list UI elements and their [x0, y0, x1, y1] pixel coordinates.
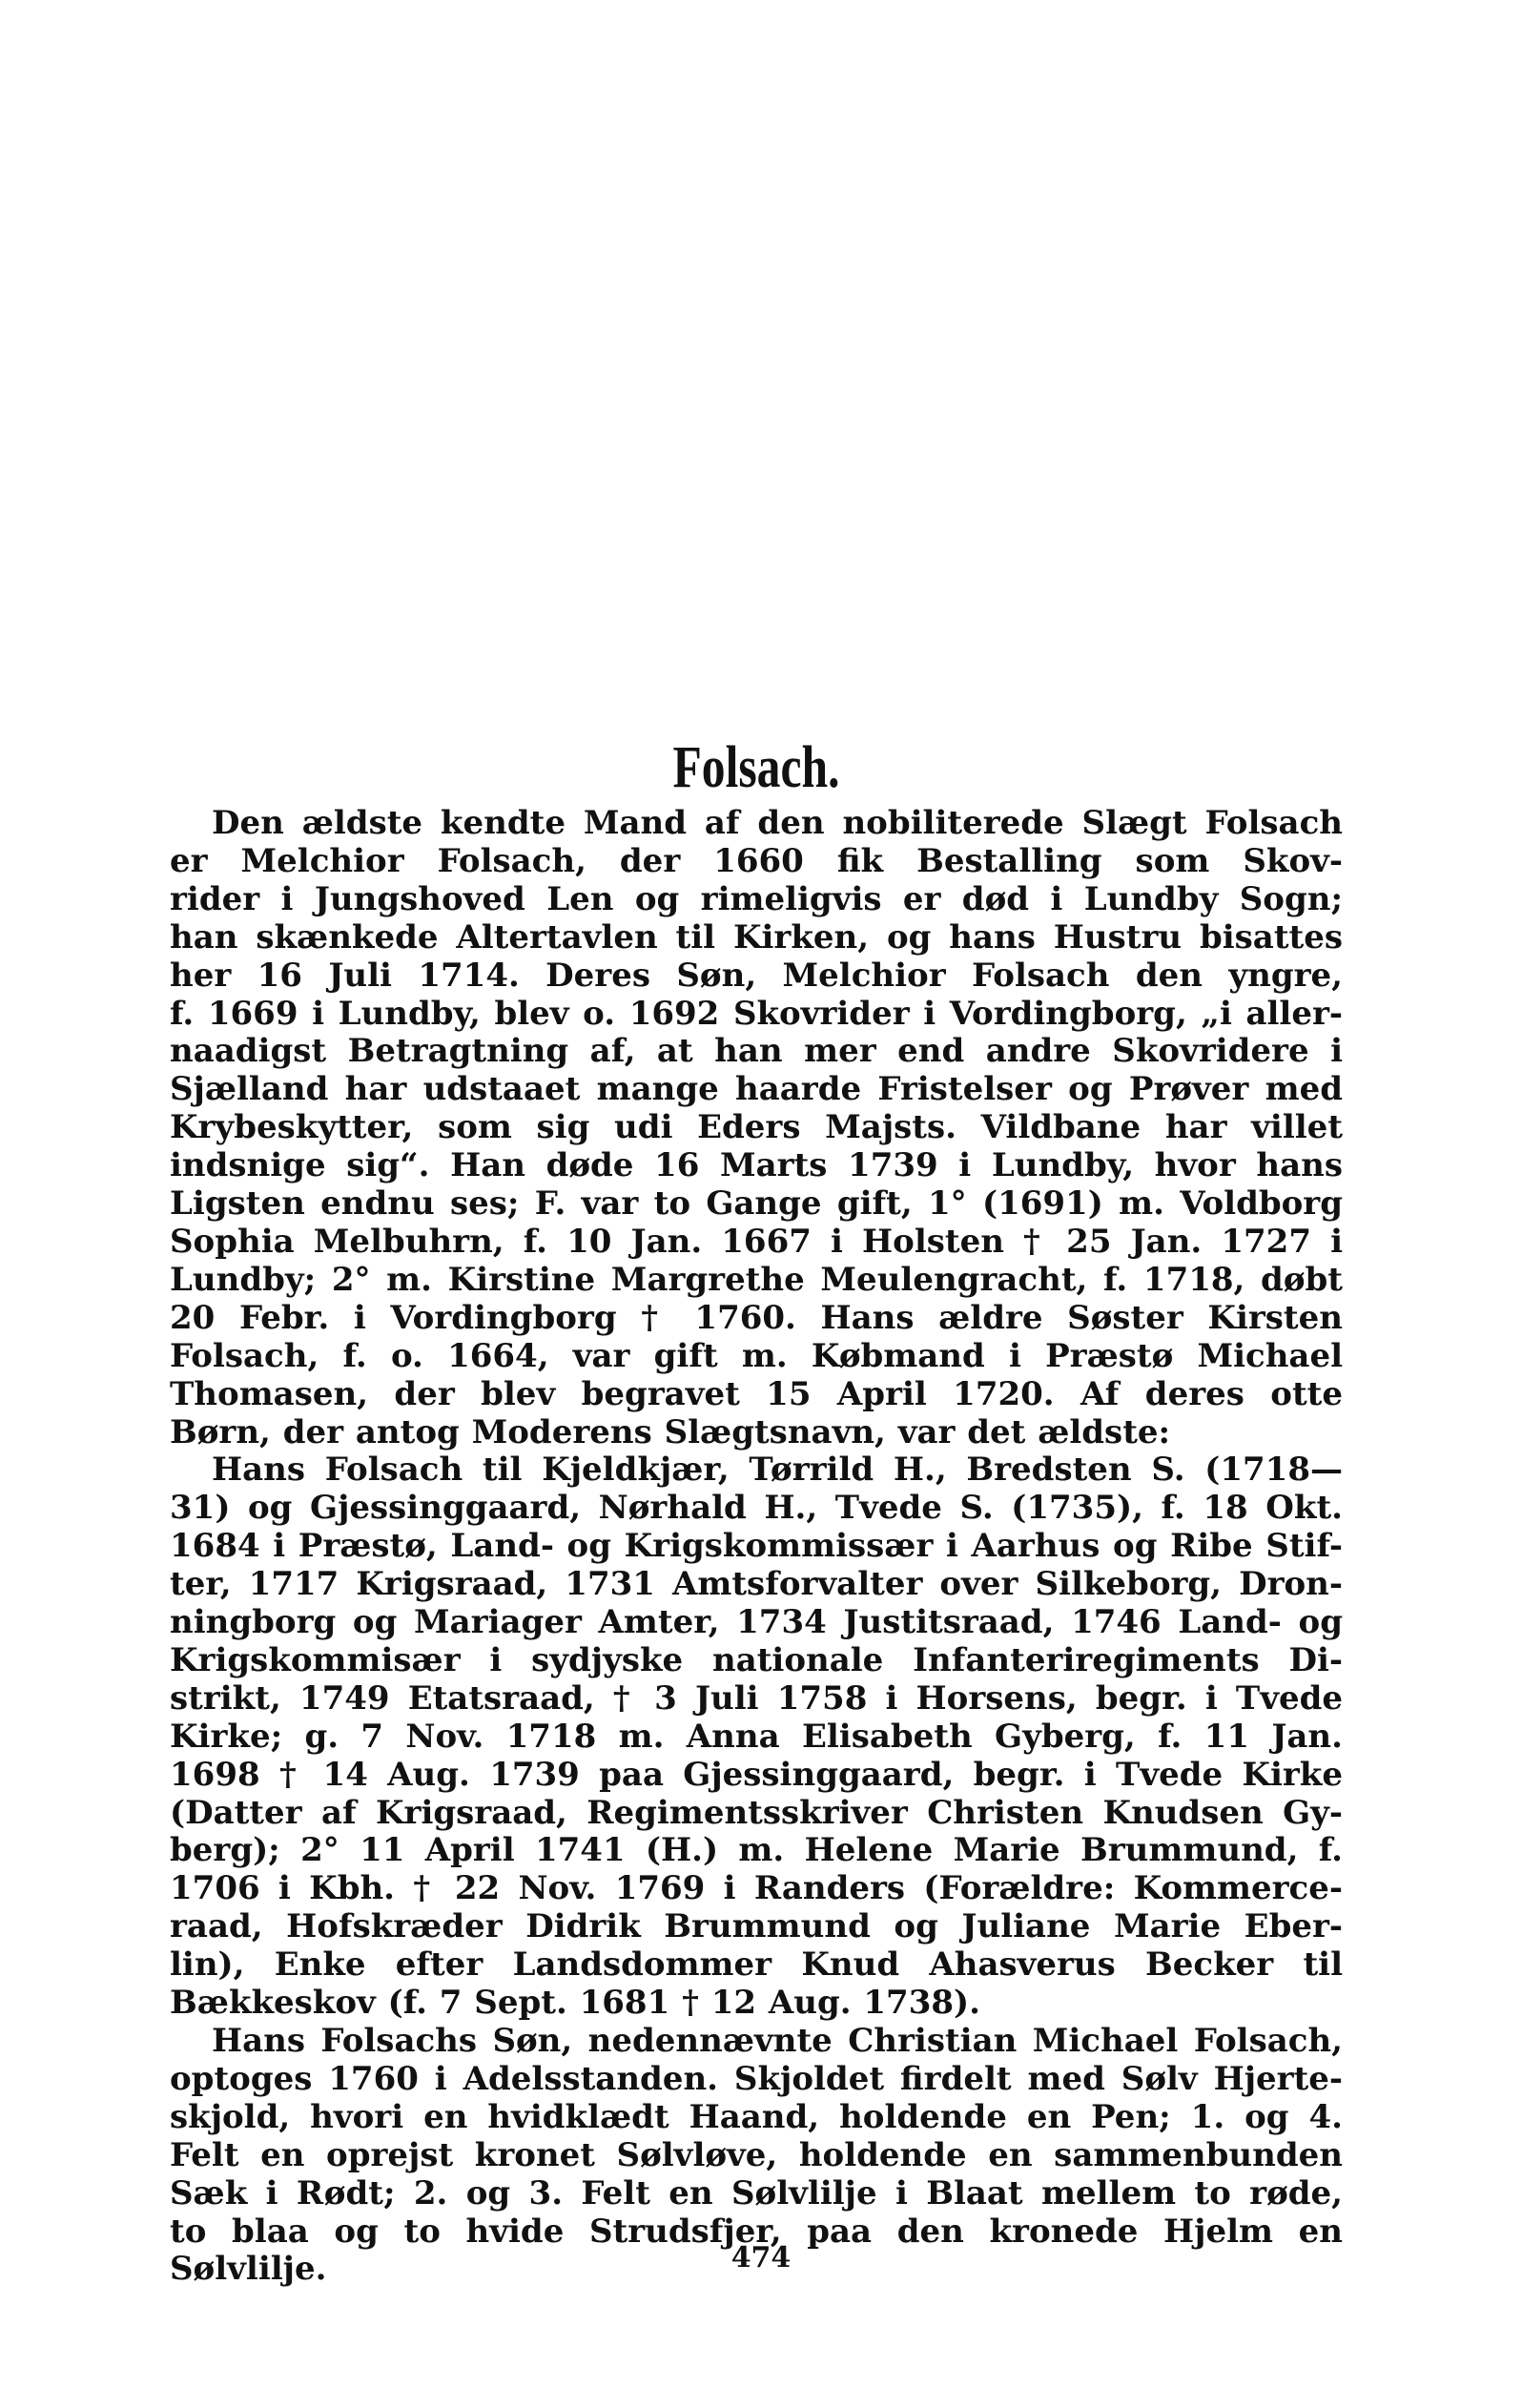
text-line: Felt en oprejst kronet Sølvløve, holdende en sammenbunden [170, 2135, 1343, 2174]
text-line: han skænkede Altertavlen til Kirken, og hans Hustru bisattes [170, 917, 1343, 957]
text-line: Den ældste kendte Mand af den nobiliterede Slægt Folsach [212, 804, 1343, 842]
text-line: 1684 i Præstø, Land- og Krigskommissær i Aarhus og Ribe Stif- [170, 1527, 1343, 1566]
text-line: Sophia Melbuhrn, f. 10 Jan. 1667 i Holsten † 25 Jan. 1727 i [170, 1222, 1343, 1261]
text-line: 1706 i Kbh. † 22 Nov. 1769 i Randers (Forældre: Kommerce- [170, 1869, 1343, 1908]
text-line: her 16 Juli 1714. Deres Søn, Melchior Folsach den yngre, [170, 956, 1343, 995]
body-text [170, 805, 1343, 2289]
text-line: Kirke; g. 7 Nov. 1718 m. Anna Elisabeth Gyberg, f. 11 Jan. [170, 1717, 1343, 1756]
text-line: Lundby; 2° m. Kirstine Margrethe Meulengracht, f. 1718, døbt [170, 1260, 1343, 1299]
text-line: Folsach, f. o. 1664, var gift m. Købmand i Præstø Michael [170, 1336, 1343, 1375]
text-line: 31) og Gjessinggaard, Nørhald H., Tvede S. (1735), f. 18 Okt. [170, 1489, 1343, 1528]
text-line: Ligsten endnu ses; F. var to Gange gift, 1° (1691) m. Voldborg [170, 1184, 1343, 1224]
text-line: Krybeskytter, som sig udi Eders Majsts. Vildbane har villet [170, 1108, 1343, 1147]
text-line: 1698 † 14 Aug. 1739 paa Gjessinggaard, begr. i Tvede Kirke [170, 1755, 1343, 1794]
text-line: f. 1669 i Lundby, blev o. 1692 Skovrider i Vordingborg, „i aller- [170, 994, 1343, 1033]
text-line: raad, Hofskræder Didrik Brummund og Juliane Marie Eber- [170, 1907, 1343, 1946]
text-line: Krigskommisær i sydjyske nationale Infanteriregiments Di- [170, 1640, 1343, 1679]
text-line: Sjælland har udstaaet mange haarde Fristelser og Prøver med [170, 1070, 1343, 1109]
text-line: (Datter af Krigsraad, Regimentsskriver Christen Knudsen Gy- [170, 1793, 1343, 1832]
text-line: Thomasen, der blev begravet 15 April 1720. Af deres otte [170, 1374, 1343, 1413]
text-line: strikt, 1749 Etatsraad, † 3 Juli 1758 i Horsens, begr. i Tvede [170, 1678, 1343, 1718]
text-line: indsnige sig“. Han døde 16 Marts 1739 i Lundby, hvor hans [170, 1146, 1343, 1185]
text-line: ningborg og Mariager Amter, 1734 Justitsraad, 1746 Land- og [170, 1603, 1343, 1642]
text-line: optoges 1760 i Adelsstanden. Skjoldet firdelt med Sølv Hjerte- [170, 2059, 1343, 2098]
text-line: ter, 1717 Krigsraad, 1731 Amtsforvalter over Silkeborg, Dron- [170, 1565, 1343, 1604]
text-line: Hans Folsachs Søn, nedennævnte Christian Michael Folsach, [212, 2022, 1343, 2060]
text-line: skjold, hvori en hvidklædt Haand, holdende en Pen; 1. og 4. [170, 2097, 1343, 2136]
text-line: to blaa og to hvide Strudsfjer, paa den kronede Hjelm en [170, 2212, 1343, 2251]
text-line: lin), Enke efter Landsdommer Knud Ahasverus Becker til [170, 1945, 1343, 1985]
text-line: rider i Jungshoved Len og rimeligvis er død i Lundby Sogn; [170, 879, 1343, 918]
text-line: Børn, der antog Moderens Slægtsnavn, var det ældste: [170, 1412, 1171, 1451]
text-line: naadigst Betragtning af, at han mer end andre Skovridere i [170, 1032, 1343, 1071]
page-title: Folsach. [672, 735, 840, 800]
page-content [170, 734, 1343, 2289]
text-line: Bækkeskov (f. 7 Sept. 1681 † 12 Aug. 1738). [170, 1984, 980, 2023]
text-line: berg); 2° 11 April 1741 (H.) m. Helene Marie Brummund, f. [170, 1831, 1343, 1870]
page-number: 474 [730, 2241, 792, 2274]
text-line: 20 Febr. i Vordingborg † 1760. Hans ældre Søster Kirsten [170, 1298, 1343, 1337]
text-line: er Melchior Folsach, der 1660 fik Bestalling som Skov- [170, 841, 1343, 880]
text-line: Hans Folsach til Kjeldkjær, Tørrild H., Bredsten S. (1718— [212, 1451, 1343, 1490]
text-line: Sæk i Rødt; 2. og 3. Felt en Sølvlilje i Blaat mellem to røde, [170, 2173, 1343, 2212]
text-line: Sølvlilje. [170, 2250, 327, 2289]
